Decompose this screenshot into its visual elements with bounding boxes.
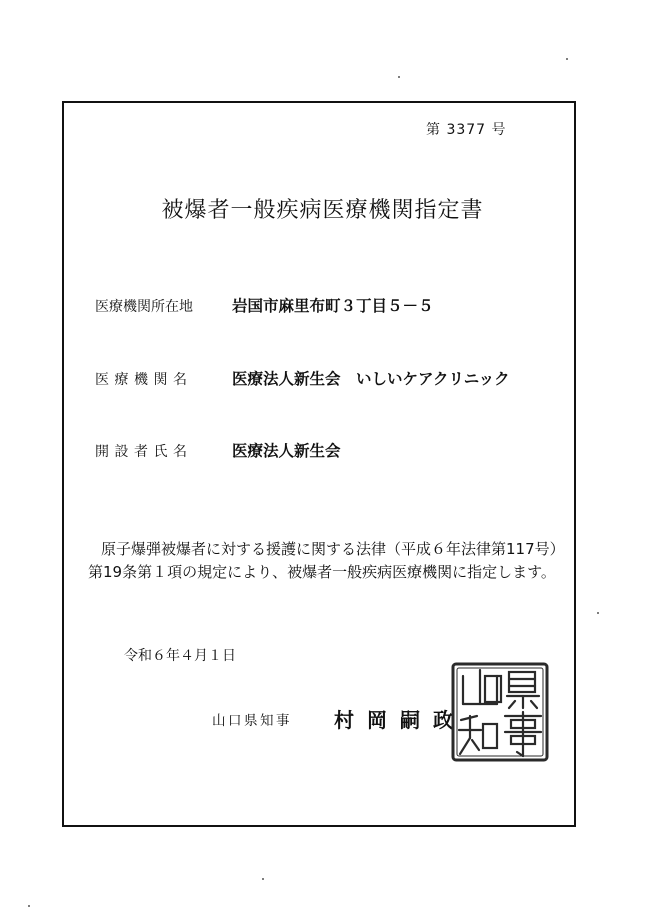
scan-speck [597,612,599,614]
document-title: 被爆者一般疾病医療機関指定書 [161,198,484,223]
issue-date: 令和６年４月１日 [124,648,236,664]
scan-speck [28,905,30,907]
designation-body-text: 原子爆弾被爆者に対する援護に関する法律（平成６年法律第117号）第19条第１項の規定により、被爆者一般疾病医療機関に指定します。 [88,540,558,581]
field-label-founder-name: 開設者氏名 [95,444,193,460]
field-value-location: 岩国市麻里布町３丁目５－５ [232,297,434,315]
scan-speck [566,58,568,60]
document-number: 第 3377 号 [426,122,507,138]
scan-speck [262,878,264,880]
official-seal-icon [451,662,549,762]
scan-speck [398,76,400,78]
field-label-institution-name: 医療機関名 [95,372,193,388]
field-label-location: 医療機関所在地 [95,299,193,315]
field-value-institution-name: 医療法人新生会 いしいケアクリニック [232,370,510,388]
issuer-title: 山口県知事 [212,713,292,729]
field-value-founder-name: 医療法人新生会 [232,442,341,460]
issuer-name: 村岡嗣政 [334,708,466,732]
